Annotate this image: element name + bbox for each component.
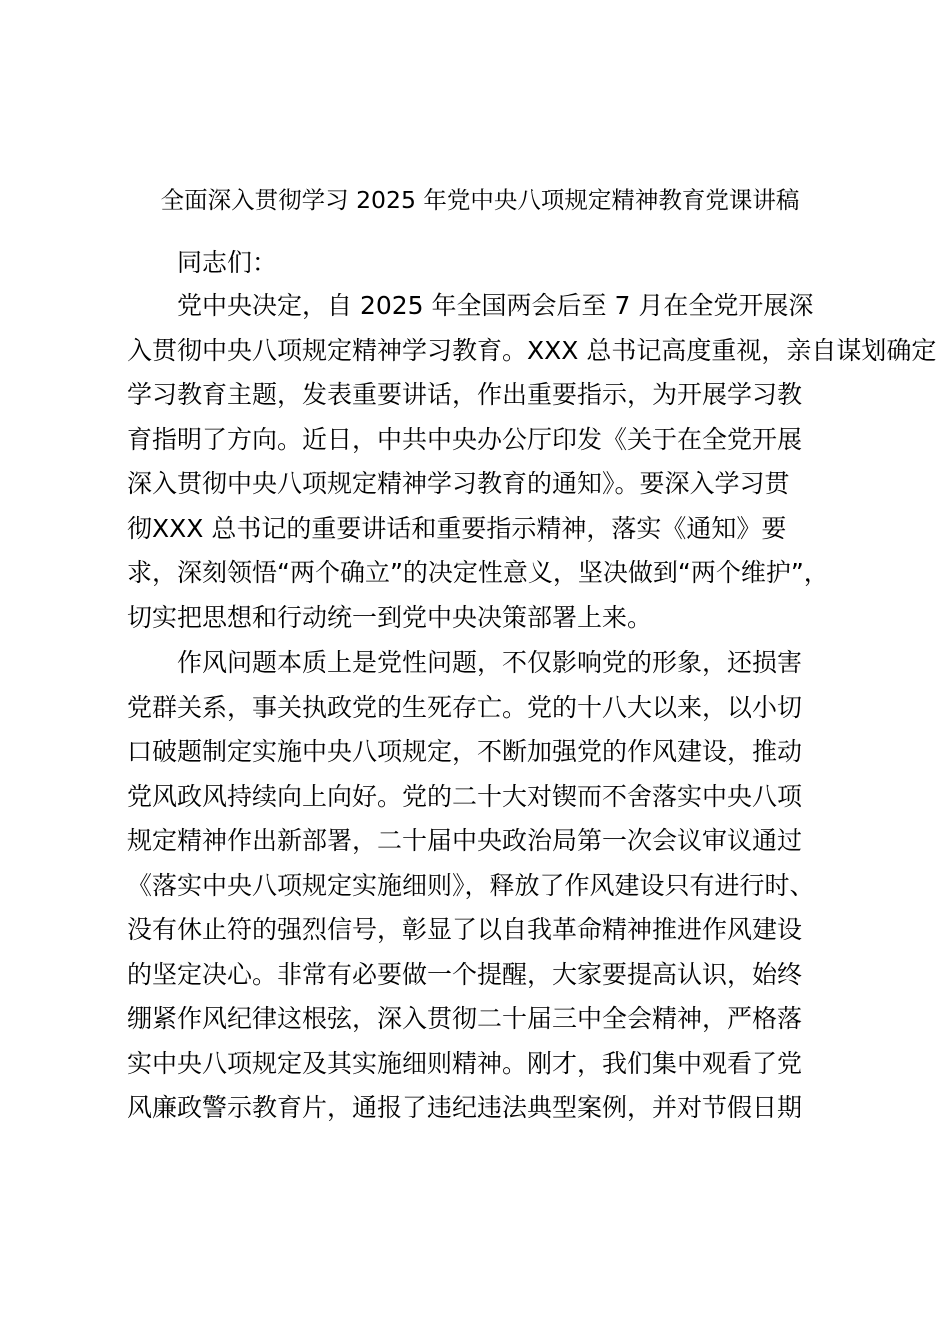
paragraph-line: 党风政风持续向上向好。党的二十大对锲而不舍落实中央八项 xyxy=(127,781,803,811)
paragraph-line: 作风问题本质上是党性问题，不仅影响党的形象，还损害 xyxy=(177,648,803,677)
paragraph-line: 求，深刻领悟“两个确立”的决定性意义，坚决做到“两个维护”， xyxy=(127,558,829,587)
paragraph-line: 口破题制定实施中央八项规定，不断加强党的作风建设，推动 xyxy=(127,737,803,766)
paragraph-line: 绷紧作风纪律这根弦，深入贯彻二十届三中全会精神，严格落 xyxy=(127,1004,803,1033)
paragraph-line: 风廉政警示教育片，通报了违纪违法典型案例，并对节假日期 xyxy=(127,1093,803,1122)
paragraph-line: 《落实中央八项规定实施细则》，释放了作风建设只有进行时、 xyxy=(127,870,815,900)
paragraph-1 xyxy=(127,284,937,640)
salutation: 同志们： xyxy=(177,248,278,277)
paragraph-line: 育指明了方向。近日，中共中央办公厅印发《关于在全党开展 xyxy=(127,424,803,454)
paragraph-2 xyxy=(127,641,832,1131)
paragraph-line: 深入贯彻中央八项规定精神学习教育的通知》。要深入学习贯 xyxy=(127,469,790,498)
paragraph-line: 学习教育主题，发表重要讲话，作出重要指示，为开展学习教 xyxy=(127,380,803,409)
paragraph-line: 彻XXX 总书记的重要讲话和重要指示精神，落实《通知》要 xyxy=(127,513,787,543)
paragraph-line: 切实把思想和行动统一到党中央决策部署上来。 xyxy=(127,602,653,632)
paragraph-line: 没有休止符的强烈信号，彰显了以自我革命精神推进作风建设 xyxy=(127,915,803,944)
paragraph-line: 实中央八项规定及其实施细则精神。刚才，我们集中观看了党 xyxy=(127,1048,803,1078)
paragraph-line: 规定精神作出新部署，二十届中央政治局第一次会议审议通过 xyxy=(127,826,803,855)
paragraph-line: 的坚定决心。非常有必要做一个提醒，大家要提高认识，始终 xyxy=(127,959,803,989)
document-title: 全面深入贯彻学习 2025 年党中央八项规定精神教育党课讲稿 xyxy=(160,186,800,214)
paragraph-line: 入贯彻中央八项规定精神学习教育。XXX 总书记高度重视，亲自谋划确定 xyxy=(127,335,937,365)
paragraph-line: 党群关系，事关执政党的生死存亡。党的十八大以来，以小切 xyxy=(127,692,803,722)
paragraph-line: 党中央决定，自 2025 年全国两会后至 7 月在全党开展深 xyxy=(177,291,814,320)
